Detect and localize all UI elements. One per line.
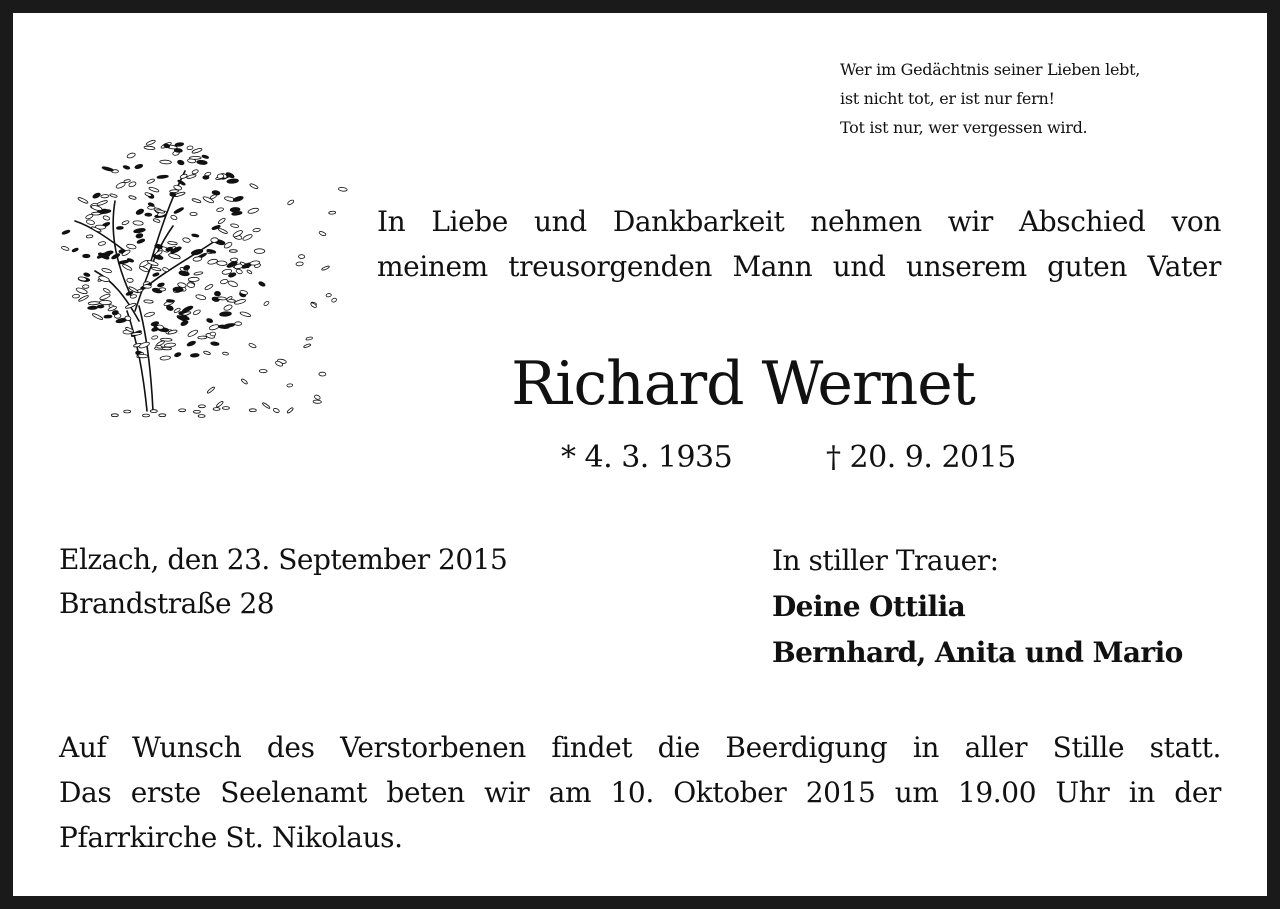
- leaf: [168, 253, 181, 260]
- leaf: [101, 268, 112, 274]
- leaf: [195, 294, 206, 301]
- leaf: [326, 293, 332, 297]
- leaf: [170, 192, 176, 196]
- leaf: [160, 160, 172, 164]
- leaf: [211, 238, 219, 243]
- leaf: [247, 207, 259, 214]
- leaf: [303, 343, 311, 348]
- leaf: [192, 198, 202, 203]
- leaf: [103, 215, 111, 221]
- leaf: [166, 305, 174, 312]
- leaf: [249, 183, 258, 190]
- leaf: [193, 309, 201, 316]
- leaf: [180, 173, 188, 179]
- leaf: [123, 165, 130, 170]
- leaf: [287, 407, 294, 414]
- leaf: [138, 341, 150, 349]
- leaf: [319, 372, 326, 376]
- leaf: [329, 211, 336, 214]
- leaf: [253, 228, 261, 232]
- leaf: [218, 228, 228, 235]
- leaf: [193, 256, 202, 261]
- leaf: [62, 229, 71, 235]
- leaf: [138, 354, 148, 358]
- leaf: [153, 218, 161, 223]
- leaf: [127, 152, 136, 159]
- leaf: [162, 267, 169, 273]
- leaf: [162, 347, 172, 350]
- leaf: [220, 279, 228, 285]
- place-and-date: [59, 538, 507, 626]
- leaf: [319, 231, 327, 237]
- leaf: [273, 408, 280, 414]
- leaf: [314, 394, 321, 400]
- leaf: [287, 199, 295, 205]
- leaf: [150, 410, 157, 413]
- death-date: † 20. 9. 2015: [826, 440, 1016, 475]
- leaf: [155, 209, 165, 213]
- leaf: [143, 284, 151, 288]
- leaf: [174, 352, 181, 358]
- leaf: [159, 414, 166, 417]
- leaf: [242, 233, 253, 241]
- leaf: [189, 156, 201, 159]
- leaf: [259, 369, 267, 372]
- leaf: [197, 160, 208, 165]
- windblown-tree-icon: [55, 121, 355, 421]
- leaf: [210, 332, 216, 336]
- quote-line: ist nicht tot, er ist nur fern!: [840, 89, 1055, 108]
- place-date-line: Elzach, den 23. September 2015: [59, 543, 508, 576]
- leaf: [109, 193, 117, 198]
- leaf: [248, 343, 256, 349]
- leaf: [188, 277, 199, 282]
- leaf: [83, 254, 90, 257]
- leaf: [170, 215, 177, 221]
- leaf: [179, 409, 186, 412]
- birth-date: * 4. 3. 1935: [561, 440, 733, 475]
- notice-line: Auf Wunsch des Verstorbenen findet die Beerdigung in aller Stille statt.: [59, 731, 1221, 764]
- leaf: [213, 408, 220, 411]
- leaf: [186, 340, 196, 347]
- leaf: [124, 179, 131, 183]
- leaf: [338, 187, 347, 192]
- leaf: [111, 253, 120, 260]
- leaf: [233, 195, 244, 202]
- leaf: [174, 148, 183, 152]
- leaf: [82, 285, 89, 289]
- leaf: [207, 386, 216, 394]
- deceased-name: Richard Wernet: [511, 349, 975, 419]
- leaf: [159, 288, 165, 291]
- leaf: [306, 336, 313, 340]
- leaf: [198, 415, 205, 418]
- leaf: [190, 212, 197, 215]
- leaf: [133, 228, 145, 234]
- intro-line: In Liebe und Dankbarkeit nehmen wir Abschied von: [377, 205, 1221, 238]
- funeral-notice: [59, 725, 1221, 860]
- leaf: [128, 195, 136, 200]
- notice-line: Das erste Seelenamt beten wir am 10. Oktober 2015 um 19.00 Uhr in der: [59, 776, 1221, 809]
- leaf: [98, 241, 106, 246]
- leaf: [224, 323, 235, 328]
- leaf: [227, 280, 238, 288]
- leaf: [144, 311, 155, 317]
- leaf: [111, 414, 118, 417]
- leaf: [235, 268, 242, 274]
- leaf: [230, 223, 239, 228]
- leaf: [254, 249, 265, 254]
- leaf: [147, 178, 156, 184]
- leaf: [168, 241, 178, 245]
- leaf: [321, 265, 329, 270]
- leaf: [241, 378, 248, 385]
- leaf: [198, 336, 207, 339]
- leaf: [148, 186, 159, 192]
- leaf: [92, 313, 104, 321]
- leaf: [97, 305, 104, 308]
- leaf: [102, 166, 114, 172]
- leaf: [193, 410, 200, 413]
- leaf: [88, 306, 98, 310]
- leaf: [151, 327, 158, 332]
- farewell-intro: [377, 199, 1221, 289]
- leaf: [116, 226, 123, 229]
- leaf: [177, 160, 185, 166]
- mourners-heading: In stiller Trauer:: [772, 544, 999, 577]
- leaf: [137, 238, 146, 244]
- leaf: [222, 352, 228, 356]
- leaf: [263, 301, 269, 307]
- leaf: [296, 262, 304, 267]
- leaf: [145, 213, 152, 216]
- leaf: [229, 250, 237, 253]
- leaf: [198, 405, 205, 408]
- leaf: [122, 263, 133, 271]
- leaf: [230, 258, 238, 262]
- leaf: [77, 197, 88, 205]
- mourner-name: Bernhard, Anita und Mario: [772, 636, 1183, 669]
- leaf: [209, 324, 220, 331]
- leaf: [240, 311, 252, 317]
- leaf: [227, 179, 239, 184]
- leaf: [187, 146, 193, 150]
- leaf: [166, 299, 173, 302]
- leaf: [86, 235, 93, 239]
- leaf: [313, 400, 322, 404]
- leaf: [173, 207, 184, 214]
- mourner-name: Deine Ottilia: [772, 590, 966, 623]
- leaf: [133, 220, 144, 225]
- leaf: [144, 192, 152, 197]
- leaf: [246, 269, 252, 274]
- leaf: [151, 267, 161, 272]
- leaf: [124, 410, 131, 413]
- leaf: [202, 155, 209, 159]
- leaf: [207, 259, 218, 265]
- leaf: [182, 237, 190, 243]
- leaf: [151, 335, 158, 339]
- leaf: [160, 356, 171, 361]
- leaf: [187, 329, 198, 338]
- leaf: [127, 278, 134, 283]
- leaf: [173, 287, 183, 292]
- leaf: [144, 300, 154, 304]
- leaf: [180, 320, 189, 327]
- leaf: [104, 315, 112, 318]
- leaf: [203, 351, 210, 356]
- leaf: [331, 297, 337, 302]
- leaf: [143, 414, 150, 417]
- leaf: [85, 213, 93, 219]
- notice-line: Pfarrkirche St. Nikolaus.: [59, 821, 403, 854]
- leaf: [99, 300, 111, 305]
- leaf: [152, 272, 159, 277]
- intro-line: meinem treusorgenden Mann und unserem guten Vater: [377, 250, 1221, 283]
- leaf: [186, 174, 196, 179]
- leaf: [217, 174, 224, 179]
- leaf: [101, 194, 109, 198]
- leaf: [72, 294, 79, 298]
- leaf: [216, 207, 224, 212]
- quote-line: Wer im Gedächtnis seiner Lieben lebt,: [840, 60, 1141, 79]
- leaf: [72, 248, 79, 253]
- leaf: [216, 401, 224, 408]
- leaf: [222, 407, 229, 410]
- mourners-block: [772, 538, 1183, 676]
- leaf: [223, 304, 233, 311]
- leaf: [157, 282, 165, 287]
- leaf: [219, 311, 231, 316]
- leaf: [192, 169, 199, 175]
- leaf: [78, 276, 87, 281]
- leaf: [190, 353, 199, 357]
- leaf: [136, 233, 144, 239]
- leaf: [287, 384, 293, 388]
- leaf: [86, 219, 95, 225]
- leaf: [298, 255, 304, 259]
- leaf: [146, 139, 156, 146]
- leaf: [204, 283, 213, 290]
- leaf: [203, 175, 209, 179]
- leaf: [194, 271, 203, 275]
- leaf: [214, 291, 221, 296]
- leaf: [157, 175, 169, 179]
- leaf: [144, 146, 155, 150]
- leaf: [262, 402, 271, 409]
- leaf: [92, 192, 101, 199]
- leaf: [83, 272, 90, 277]
- leaf: [192, 234, 200, 238]
- leaf: [100, 253, 110, 258]
- leaf: [122, 220, 130, 226]
- leaf: [217, 261, 227, 266]
- leaf: [183, 265, 191, 271]
- obituary-card: [13, 13, 1267, 896]
- leaf: [135, 208, 144, 215]
- leaf: [99, 293, 111, 300]
- leaf: [61, 246, 69, 251]
- leaf: [234, 298, 246, 305]
- leaf: [206, 318, 213, 323]
- leaf: [126, 244, 136, 250]
- leaf: [249, 409, 256, 412]
- quote-line: Tot ist nur, wer vergessen wird.: [840, 118, 1088, 137]
- address-line: Brandstraße 28: [59, 587, 275, 620]
- leaf: [91, 204, 103, 211]
- memorial-quote: [840, 55, 1140, 142]
- leaf: [258, 281, 266, 287]
- leaf: [217, 217, 226, 224]
- leaf: [211, 342, 220, 346]
- leaf: [134, 164, 143, 170]
- leaf: [88, 301, 100, 305]
- leaf: [235, 322, 242, 326]
- leaf: [192, 148, 203, 154]
- leaf: [103, 288, 111, 294]
